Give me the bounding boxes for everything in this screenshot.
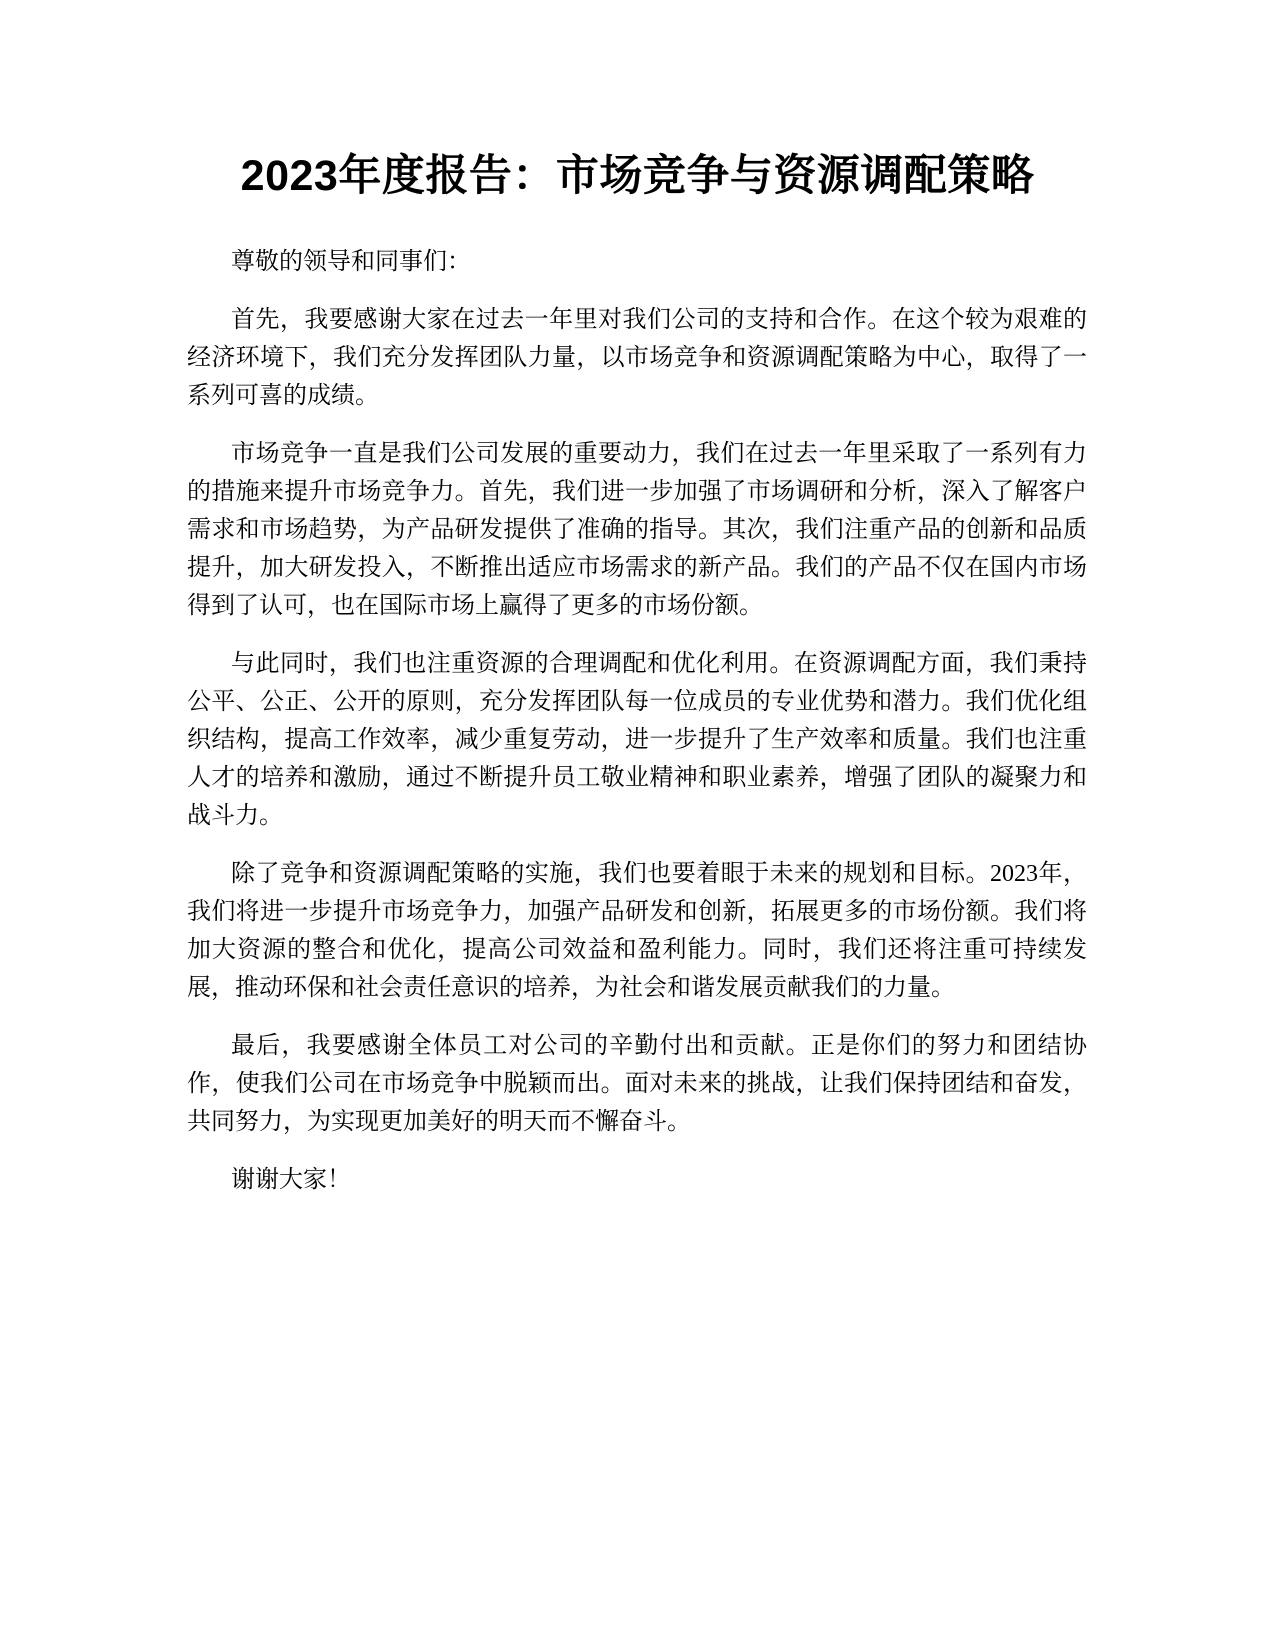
body-paragraph: 除了竞争和资源调配策略的实施，我们也要着眼于未来的规划和目标。2023年，我们将进一步提升市场竞争力，加强产品研发和创新，拓展更多的市场份额。我们将加大资源的整合和优化，提高公司效益和盈利能力。同时，我们还将注重可持续发展，推动环保和社会责任意识的培养，为社会和谐发展贡献我们的力量。 xyxy=(187,861,1087,1001)
closing-paragraph: 谢谢大家！ xyxy=(231,1167,351,1193)
greeting-paragraph: 尊敬的领导和同事们： xyxy=(231,249,471,275)
body-paragraph: 最后，我要感谢全体员工对公司的辛勤付出和贡献。正是你们的努力和团结协作，使我们公司在市场竞争中脱颖而出。面对未来的挑战，让我们保持团结和奋发，共同努力，为实现更加美好的明天而不懈奋斗。 xyxy=(187,1033,1087,1135)
document-title: 2023年度报告：市场竞争与资源调配策略 xyxy=(240,152,1035,200)
body-paragraph: 市场竞争一直是我们公司发展的重要动力，我们在过去一年里采取了一系列有力的措施来提升市场竞争力。首先，我们进一步加强了市场调研和分析，深入了解客户需求和市场趋势，为产品研发提供了准确的指导。其次，我们注重产品的创新和品质提升，加大研发投入，不断推出适应市场需求的新产品。我们的产品不仅在国内市场得到了认可，也在国际市场上赢得了更多的市场份额。 xyxy=(187,441,1087,619)
body-paragraph: 首先，我要感谢大家在过去一年里对我们公司的支持和合作。在这个较为艰难的经济环境下，我们充分发挥团队力量，以市场竞争和资源调配策略为中心，取得了一系列可喜的成绩。 xyxy=(187,307,1087,409)
body-paragraph: 与此同时，我们也注重资源的合理调配和优化利用。在资源调配方面，我们秉持公平、公正、公开的原则，充分发挥团队每一位成员的专业优势和潜力。我们优化组织结构，提高工作效率，减少重复劳动，进一步提升了生产效率和质量。我们也注重人才的培养和激励，通过不断提升员工敬业精神和职业素养，增强了团队的凝聚力和战斗力。 xyxy=(187,651,1087,829)
document-body xyxy=(187,243,1087,1219)
